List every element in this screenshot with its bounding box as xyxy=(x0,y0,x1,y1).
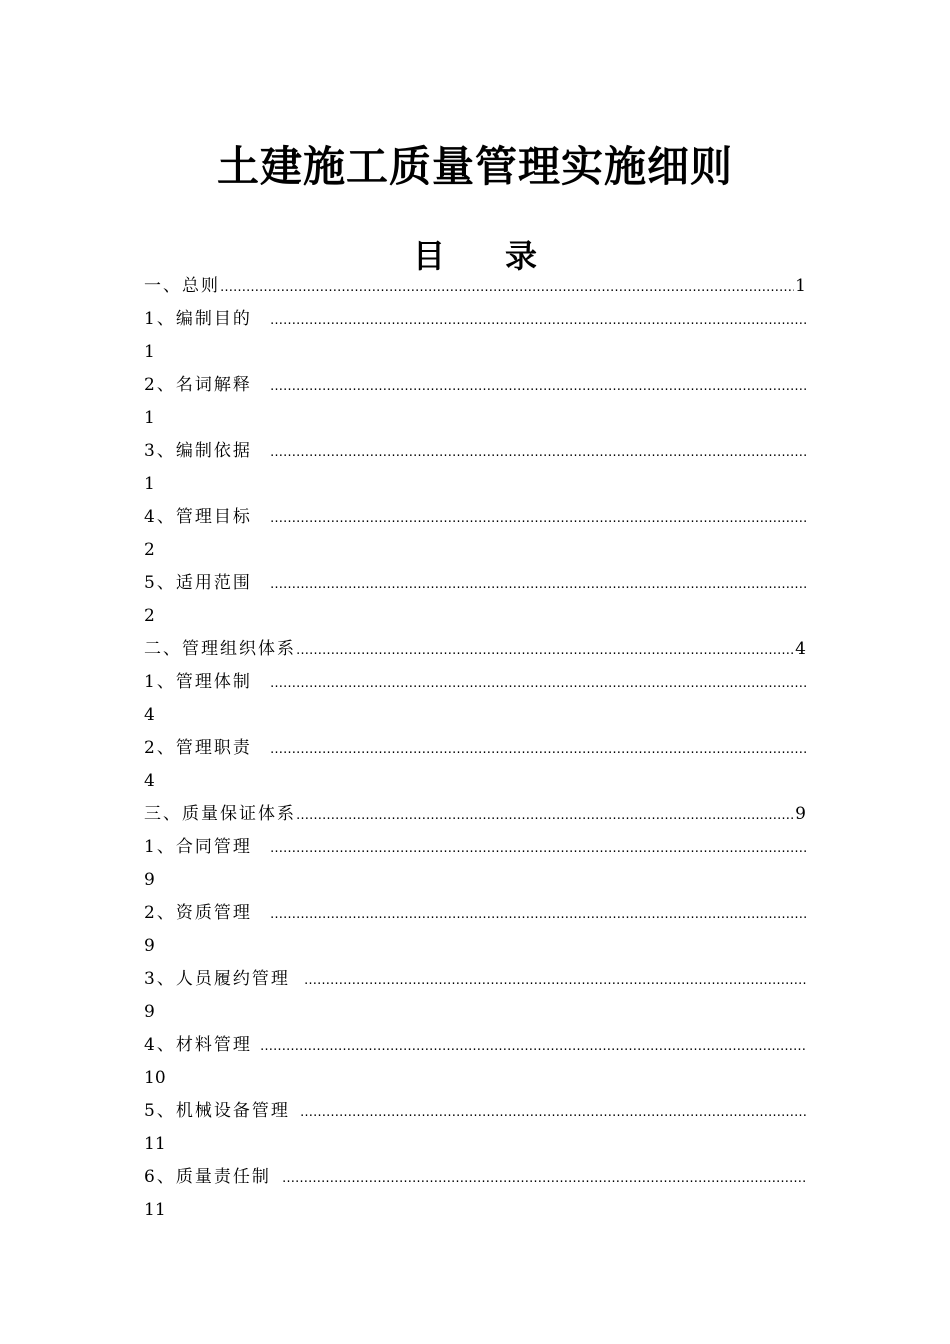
toc-entry-page: 2 xyxy=(144,606,155,626)
toc-entry-materials[interactable] xyxy=(144,1029,806,1095)
toc-entry-label: 二、管理组织体系 xyxy=(144,639,296,659)
toc-entry-goals[interactable] xyxy=(144,501,806,567)
toc-entry-page: 1 xyxy=(144,342,155,362)
toc-leader xyxy=(296,799,794,831)
toc-entry-page: 1 xyxy=(795,276,806,296)
toc-entry-page: 4 xyxy=(795,639,806,659)
toc-leader xyxy=(270,733,806,765)
toc-entry-label: 1、编制目的 xyxy=(144,309,252,329)
toc-entry-purpose[interactable] xyxy=(144,303,806,369)
toc-entry-label: 三、质量保证体系 xyxy=(144,804,296,824)
toc-entry-page: 9 xyxy=(144,1002,155,1022)
toc-entry-page: 9 xyxy=(795,804,806,824)
toc-entry-page: 9 xyxy=(144,936,155,956)
toc-entry-personnel[interactable] xyxy=(144,963,806,1029)
toc-entry-management-system[interactable] xyxy=(144,666,806,732)
toc-leader xyxy=(270,832,806,864)
toc-entry-label: 4、材料管理 xyxy=(144,1035,252,1055)
toc-entry-label: 2、资质管理 xyxy=(144,903,252,923)
toc-entry-quality-assurance[interactable] xyxy=(144,798,806,831)
toc-entry-general[interactable] xyxy=(144,270,806,303)
toc-entry-label: 2、名词解释 xyxy=(144,375,252,395)
document-title: 土建施工质量管理实施细则 xyxy=(216,142,733,191)
toc-entry-label: 4、管理目标 xyxy=(144,507,252,527)
toc-entry-label: 1、管理体制 xyxy=(144,672,252,692)
toc-leader xyxy=(260,1030,806,1062)
table-of-contents xyxy=(144,270,806,1227)
toc-entry-machinery[interactable] xyxy=(144,1095,806,1161)
toc-entry-responsibilities[interactable] xyxy=(144,732,806,798)
toc-entry-page: 1 xyxy=(144,408,155,428)
toc-entry-label: 5、适用范围 xyxy=(144,573,252,593)
toc-leader xyxy=(220,271,794,303)
toc-entry-label: 一、总则 xyxy=(144,276,220,296)
toc-entry-scope[interactable] xyxy=(144,567,806,633)
toc-leader xyxy=(270,667,806,699)
toc-leader xyxy=(300,1096,806,1128)
toc-leader xyxy=(296,634,794,666)
toc-entry-label: 2、管理职责 xyxy=(144,738,252,758)
toc-entry-quality-responsibility[interactable] xyxy=(144,1161,806,1227)
toc-leader xyxy=(270,898,806,930)
toc-leader xyxy=(270,436,806,468)
toc-entry-terms[interactable] xyxy=(144,369,806,435)
toc-entry-qualification[interactable] xyxy=(144,897,806,963)
toc-entry-page: 4 xyxy=(144,771,155,791)
toc-entry-label: 6、质量责任制 xyxy=(144,1167,271,1187)
toc-leader xyxy=(270,370,806,402)
toc-entry-label: 3、编制依据 xyxy=(144,441,252,461)
toc-leader xyxy=(270,568,806,600)
toc-leader xyxy=(304,964,806,996)
toc-entry-page: 9 xyxy=(144,870,155,890)
toc-entry-basis[interactable] xyxy=(144,435,806,501)
toc-entry-page: 4 xyxy=(144,705,155,725)
toc-entry-page: 2 xyxy=(144,540,155,560)
toc-entry-label: 3、人员履约管理 xyxy=(144,969,290,989)
toc-entry-page: 11 xyxy=(144,1200,166,1220)
toc-leader xyxy=(270,304,806,336)
toc-heading: 目录 xyxy=(412,237,597,275)
toc-entry-page: 1 xyxy=(144,474,155,494)
toc-entry-label: 1、合同管理 xyxy=(144,837,252,857)
toc-entry-contract[interactable] xyxy=(144,831,806,897)
toc-entry-page: 10 xyxy=(144,1068,166,1088)
toc-entry-label: 5、机械设备管理 xyxy=(144,1101,290,1121)
toc-entry-page: 11 xyxy=(144,1134,166,1154)
toc-entry-organization[interactable] xyxy=(144,633,806,666)
toc-leader xyxy=(282,1162,806,1194)
toc-leader xyxy=(270,502,806,534)
